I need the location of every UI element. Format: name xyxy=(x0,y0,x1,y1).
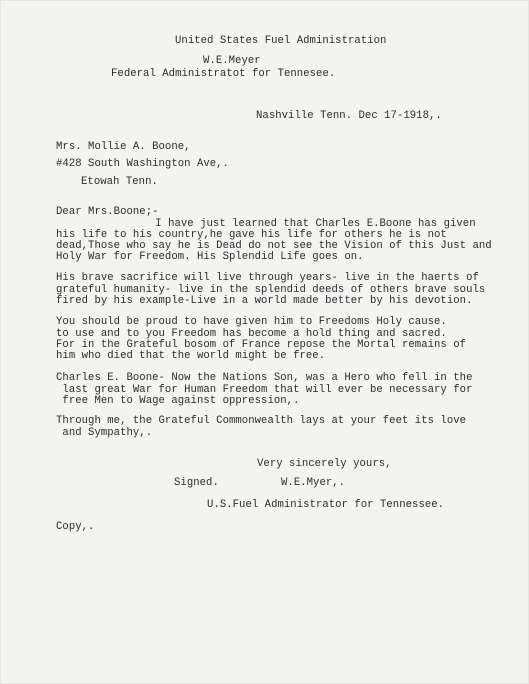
paragraph-line: his life to his country,he gave his life for others he is not xyxy=(56,229,447,241)
paragraph-line: last great War for Human Freedom that will ever be necessary for xyxy=(56,384,473,396)
signed-label: Signed. xyxy=(174,477,219,489)
letter-date: Nashville Tenn. Dec 17-1918,. xyxy=(256,110,442,122)
salutation: Dear Mrs.Boone;- xyxy=(56,206,159,218)
recipient-city: Etowah Tenn. xyxy=(81,176,158,188)
paragraph-line: dead,Those who say he is Dead do not see the Vision of this Just and xyxy=(56,240,492,252)
signer-title: U.S.Fuel Administrator for Tennessee. xyxy=(207,499,445,511)
paragraph-line: You should be proud to have given him to Freedoms Holy cause. xyxy=(56,316,447,328)
paragraph-line: I have just learned that Charles E.Boone has given xyxy=(104,218,476,230)
letterhead-org: United States Fuel Administration xyxy=(175,35,387,47)
copy-note: Copy,. xyxy=(56,521,95,533)
signer-name: W.E.Myer,. xyxy=(281,477,346,489)
letterhead-title: Federal Administratot for Tennesee. xyxy=(111,68,336,80)
paragraph-line: For in the Grateful bosom of France repose the Mortal remains of xyxy=(56,339,467,351)
recipient-name: Mrs. Mollie A. Boone, xyxy=(56,141,191,153)
letterhead-name: W.E.Meyer xyxy=(203,55,261,67)
recipient-street: #428 South Washington Ave,. xyxy=(56,158,229,170)
paragraph-line: fired by his example-Live in a world made better by his devotion. xyxy=(56,295,473,307)
paragraph-line: him who died that the world might be free. xyxy=(56,350,326,362)
paragraph-line: and Sympathy,. xyxy=(56,427,153,439)
paragraph-line: Through me, the Grateful Commonwealth lays at your feet its love xyxy=(56,415,467,427)
closing: Very sincerely yours, xyxy=(257,458,392,470)
paragraph-line: Charles E. Boone- Now the Nations Son, was a Hero who fell in the xyxy=(56,372,473,384)
paragraph-line: His brave sacrifice will live through years- live in the haerts of xyxy=(56,272,479,284)
paragraph-line: to use and to you Freedom has become a hold thing and sacred. xyxy=(56,328,447,340)
paragraph-line: grateful humanity- live in the splendid deeds of others brave souls xyxy=(56,284,486,296)
paragraph-line: Holy War for Freedom. His Splendid Life goes on. xyxy=(56,251,364,263)
paragraph-line: free Men to Wage against oppression,. xyxy=(56,395,300,407)
